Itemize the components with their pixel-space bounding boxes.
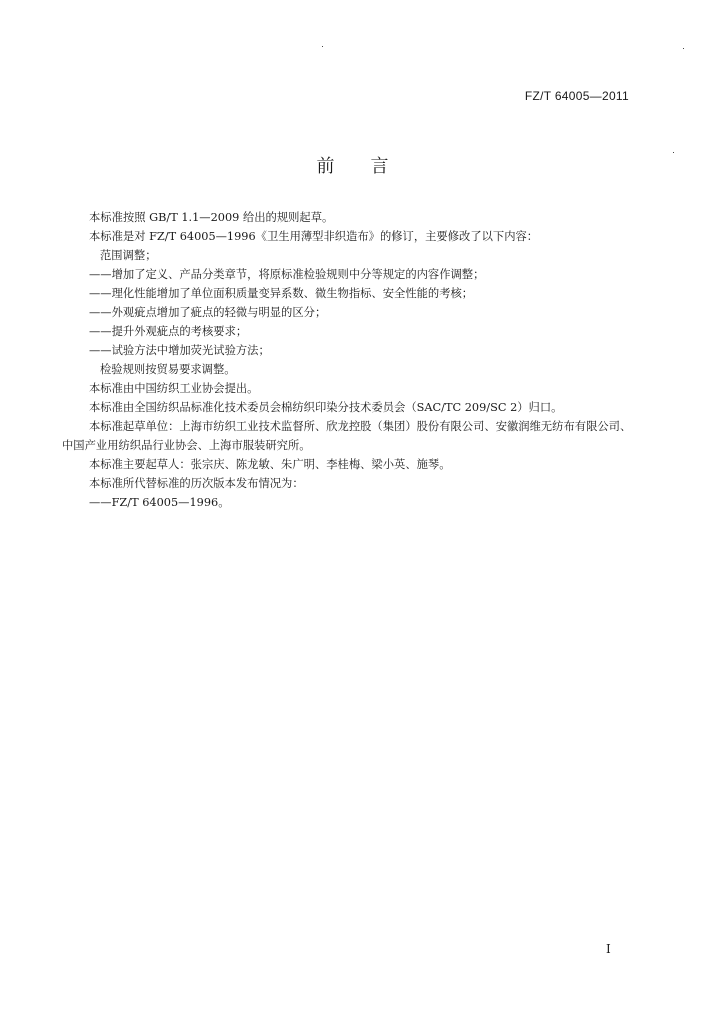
page-number: I — [606, 942, 611, 956]
list-item-inspection-rules: 检验规则按贸易要求调整。 — [100, 363, 236, 376]
page-title: 前言 — [316, 156, 425, 177]
scan-speck — [322, 46, 323, 47]
foreword-body — [62, 208, 634, 512]
paragraph-proposed-by: 本标准由中国纺织工业协会提出。 — [89, 382, 259, 395]
list-item-defect-requirements: ——提升外观疵点的考核要求； — [89, 325, 248, 338]
paragraph-drafting-units: 本标准起草单位：上海市纺织工业技术监督所、欣龙控股（集团）股份有限公司、安徽润维无纺布有限公司、中国产业用纺织品行业协会、上海市服装研究所。 — [62, 420, 632, 452]
paragraph-drafters: 本标准主要起草人：张宗庆、陈龙敏、朱广明、李桂梅、梁小英、施琴。 — [89, 458, 451, 471]
list-item-fluorescence-test: ——试验方法中增加荧光试验方法； — [89, 344, 270, 357]
paragraph-drafting-rules: 本标准按照 GB/T 1.1—2009 给出的规则起草。 — [89, 211, 334, 224]
list-item-scope: 范围调整； — [100, 249, 157, 262]
scan-speck — [673, 152, 674, 153]
standard-code: FZ/T 64005—2011 — [524, 89, 629, 103]
list-item-appearance-defects: ——外观疵点增加了疵点的轻微与明显的区分； — [89, 306, 327, 319]
paragraph-revision-intro: 本标准是对 FZ/T 64005—1996《卫生用薄型非织造布》的修订，主要修改了以下内容： — [89, 230, 539, 243]
list-item-physical-properties: ——理化性能增加了单位面积质量变异系数、微生物指标、安全性能的考核； — [89, 287, 474, 300]
scan-speck — [683, 48, 684, 49]
list-item-definitions: ——增加了定义、产品分类章节，将原标准检验规则中分等规定的内容作调整； — [89, 268, 485, 281]
paragraph-administered-by: 本标准由全国纺织品标准化技术委员会棉纺织印染分技术委员会（SAC/TC 209/SC 2）归口。 — [89, 401, 563, 414]
paragraph-previous-editions: 本标准所代替标准的历次版本发布情况为： — [89, 477, 304, 490]
list-item-previous-edition: ——FZ/T 64005—1996。 — [89, 496, 230, 509]
